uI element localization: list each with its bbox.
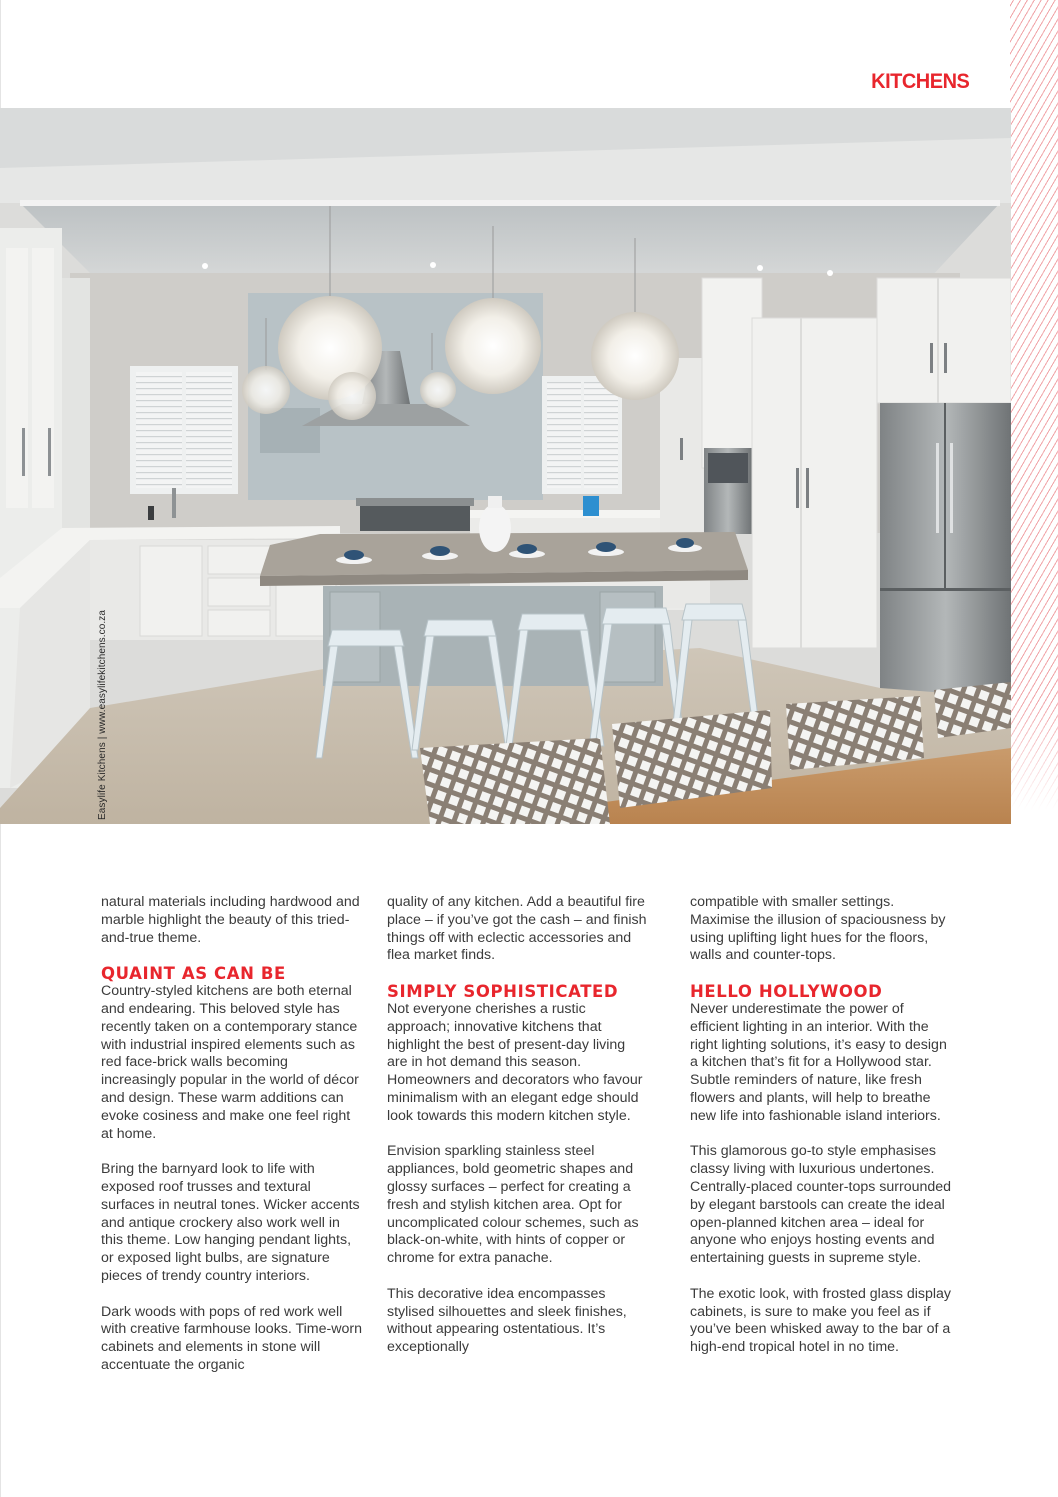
paragraph: Country-styled kitchens are both eternal and endearing. This beloved style has recently taken on a contemporary stance with industrial inspired elements such as red face-brick walls becoming increasingly popular in the world of décor and design. These warm additions can evoke cosiness and make one feel right at home.: [101, 983, 359, 1142]
paragraph: Not everyone cherishes a rustic approach; innovative kitchens that highlight the best of present-day living are in hot demand this season. Homeowners and decorators who favour minimalism with an elegant edge should look towards this modern kitchen style.: [387, 1000, 643, 1124]
paragraph: compatible with smaller settings. Maximise the illusion of spaciousness by using uplifting light hues for the floors, walls and counter-tops.: [690, 894, 946, 964]
paragraph: Bring the barnyard look to life with exposed roof trusses and textural surfaces in neutral tones. Wicker accents and antique crockery also work well in this theme. Low hanging pendant lights, or exposed light bulbs, are signature pieces of trendy country interiors.: [101, 1161, 360, 1284]
paragraph: This glamorous go-to style emphasises classy living with luxurious undertones. Centrally-placed counter-tops surrounded by elegant barstools can create the ideal open-planned kitchen area – ideal for anyone who enjoys hosting events and entertaining guests in supreme style.: [690, 1143, 952, 1267]
decorative-stripes-fade: [1010, 700, 1058, 810]
paragraph: This decorative idea encompasses stylised silhouettes and sleek finishes, without appearing ostentatious. It’s exceptionally: [387, 1285, 627, 1356]
decorative-stripes: [1010, 0, 1058, 810]
article-column-1: [101, 894, 363, 1393]
subheading-hello-hollywood: HELLO HOLLYWOOD: [690, 981, 883, 1001]
paragraph: Envision sparkling stainless steel appliances, bold geometric shapes and glossy surfaces – perfect for creating a fresh and stylish kitchen area. Opt for uncomplicated colour schemes, such as black-on-white, with hints of copper or chrome for extra panache.: [387, 1143, 639, 1267]
paragraph: Dark woods with pops of red work well with creative farmhouse looks. Time-worn cabinets and elements in stone will accentuate the organic: [101, 1303, 362, 1373]
paragraph: Never underestimate the power of efficient lighting in an interior. With the right lighting solutions, it’s easy to design a kitchen that’s fit for a Hollywood star. Subtle reminders of nature, like fresh flowers and plants, will help to breathe new life into fashionable island interiors.: [690, 1000, 947, 1124]
article-column-2: [387, 894, 649, 1375]
subheading-simply-sophisticated: SIMPLY SOPHISTICATED: [387, 981, 619, 1001]
section-label: KITCHENS: [870, 70, 969, 93]
paragraph: quality of any kitchen. Add a beautiful fire place – if you’ve got the cash – and finish things off with eclectic accessories and flea market finds.: [387, 894, 647, 964]
article-column-3: [690, 894, 952, 1375]
photo-credit: Easylife Kitchens | www.easylifekitchens.co.za: [97, 609, 108, 820]
paragraph: The exotic look, with frosted glass display cabinets, is sure to make you feel as if you’ve been whisked away to the bar of a high-end tropical hotel in no time.: [690, 1285, 952, 1356]
subheading-quaint: QUAINT AS CAN BE: [101, 964, 286, 984]
kitchen-photo: [0, 108, 1011, 824]
paragraph: natural materials including hardwood and marble highlight the beauty of this tried-and-true theme.: [101, 894, 360, 946]
